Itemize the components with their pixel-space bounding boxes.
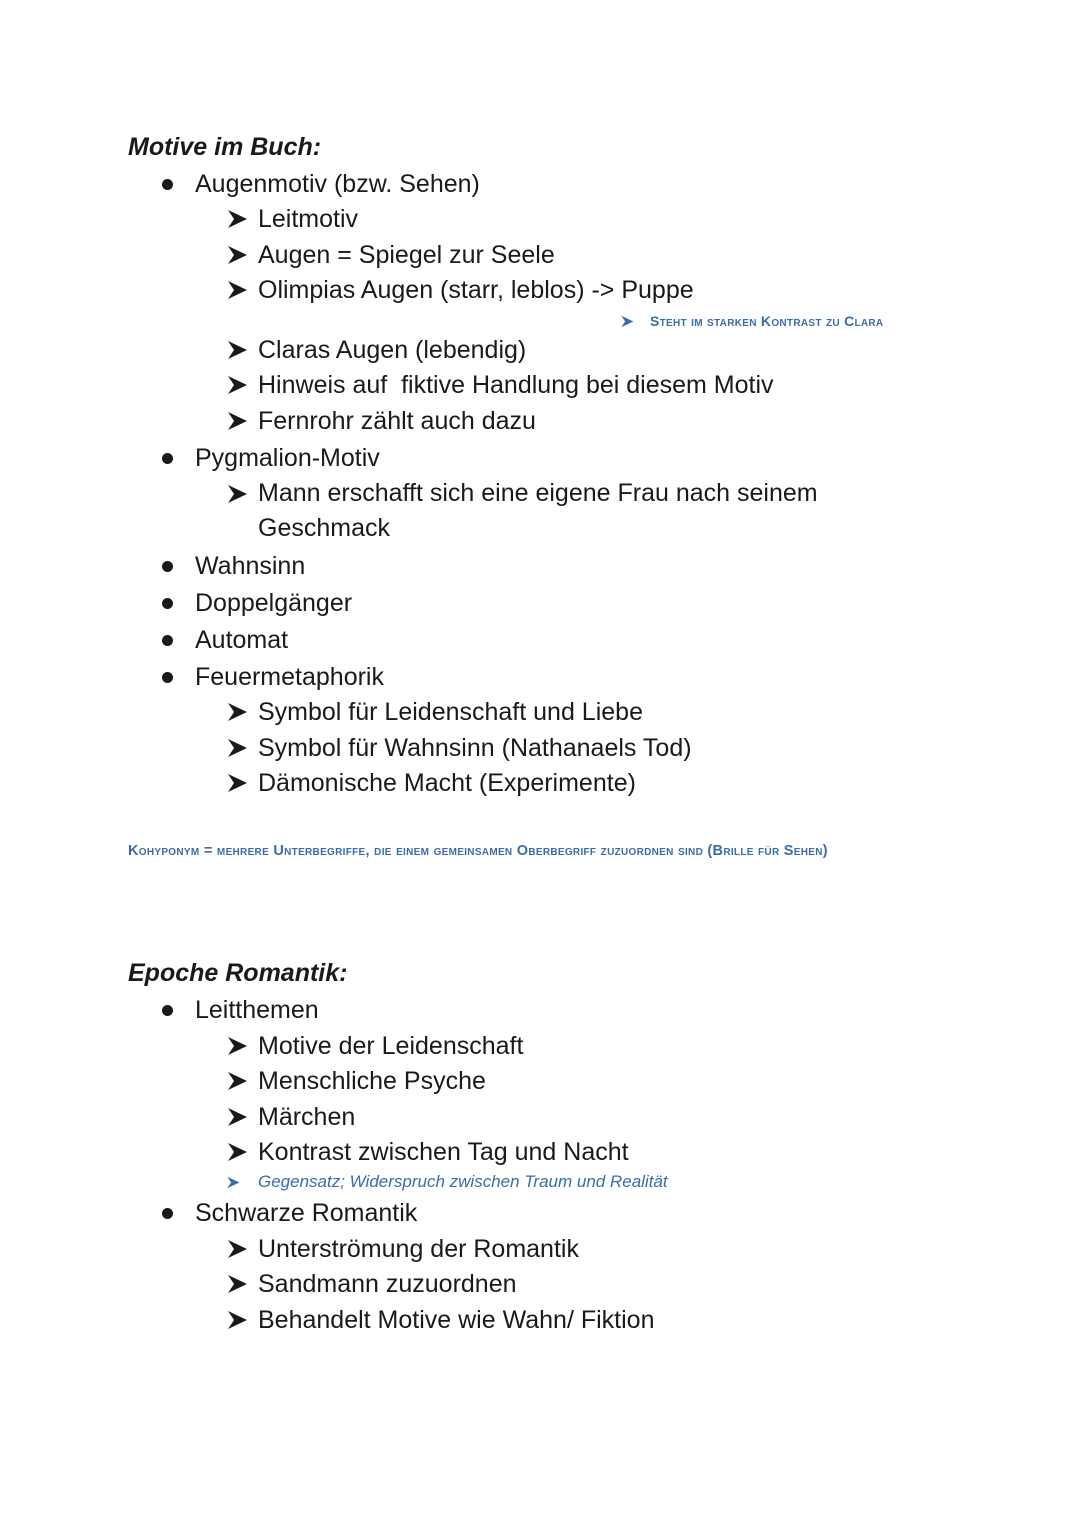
arrow-bullet-icon bbox=[226, 1066, 248, 1096]
sub-item bbox=[226, 1102, 355, 1132]
arrow-bullet-icon bbox=[226, 768, 248, 798]
note-label: Steht im starken Kontrast zu Clara bbox=[650, 313, 884, 329]
bullet-dot-icon bbox=[162, 1005, 173, 1016]
bullet-automat bbox=[160, 625, 288, 655]
sub-item bbox=[226, 370, 774, 400]
bullet-dot-icon bbox=[162, 672, 173, 683]
sub-item-label: Unterströmung der Romantik bbox=[258, 1235, 579, 1263]
arrow-bullet-icon bbox=[226, 479, 248, 509]
bullet-pygmalion bbox=[160, 443, 380, 473]
arrow-bullet-icon bbox=[226, 1031, 248, 1061]
sub-item-label: Symbol für Leidenschaft und Liebe bbox=[258, 698, 643, 726]
bullet-dot-icon bbox=[162, 635, 173, 646]
sub-item bbox=[226, 1066, 486, 1096]
bullet-label: Leitthemen bbox=[195, 996, 319, 1024]
bullet-doppelgaenger bbox=[160, 588, 352, 618]
bullet-label: Wahnsinn bbox=[195, 552, 306, 580]
sub-item-label: Leitmotiv bbox=[258, 205, 359, 233]
arrow-bullet-icon bbox=[226, 1269, 248, 1299]
arrow-bullet-icon bbox=[226, 733, 248, 763]
bullet-label: Augenmotiv (bzw. Sehen) bbox=[195, 170, 480, 198]
sub-item bbox=[226, 1137, 629, 1167]
sub-item-label: Motive der Leidenschaft bbox=[258, 1032, 524, 1060]
section-heading-motive: Motive im Buch: bbox=[128, 133, 322, 161]
sub-item bbox=[226, 275, 694, 305]
section-heading-romantik: Epoche Romantik: bbox=[128, 959, 348, 987]
sub-item-label: Hinweis auf fiktive Handlung bei diesem Motiv bbox=[258, 371, 774, 399]
kohyponym-definition: Kohyponym = mehrere Unterbegriffe, die einem gemeinsamen Oberbegriff zuzuordnen sind (Brille für Sehen) bbox=[128, 843, 828, 859]
arrow-bullet-icon bbox=[226, 370, 248, 400]
sub-item bbox=[226, 406, 536, 436]
bullet-label: Schwarze Romantik bbox=[195, 1199, 418, 1227]
sub-item-label: Mann erschafft sich eine eigene Frau nach seinem Geschmack bbox=[258, 479, 818, 542]
bullet-label: Automat bbox=[195, 626, 289, 654]
sub-item bbox=[226, 768, 636, 798]
arrow-bullet-icon bbox=[226, 697, 248, 727]
bullet-dot-icon bbox=[162, 453, 173, 464]
sub-item bbox=[226, 1269, 517, 1299]
sub-item-label: Fernrohr zählt auch dazu bbox=[258, 407, 536, 435]
sub-item-label: Sandmann zuzuordnen bbox=[258, 1270, 517, 1298]
sub-item-label: Behandelt Motive wie Wahn/ Fiktion bbox=[258, 1306, 655, 1334]
sub-item bbox=[226, 1234, 579, 1264]
arrow-bullet-icon bbox=[226, 1171, 240, 1193]
sub-item-label: Claras Augen (lebendig) bbox=[258, 336, 527, 364]
sub-item-label: Olimpias Augen (starr, leblos) -> Puppe bbox=[258, 276, 694, 304]
sub-item-label: Märchen bbox=[258, 1103, 356, 1131]
bullet-wahnsinn bbox=[160, 551, 305, 581]
arrow-bullet-icon bbox=[620, 312, 634, 330]
bullet-label: Feuermetaphorik bbox=[195, 663, 384, 691]
arrow-bullet-icon bbox=[226, 240, 248, 270]
note-label: Gegensatz; Widerspruch zwischen Traum und Realität bbox=[258, 1172, 668, 1191]
bullet-dot-icon bbox=[162, 179, 173, 190]
arrow-bullet-icon bbox=[226, 1137, 248, 1167]
sub-item-label: Dämonische Macht (Experimente) bbox=[258, 769, 636, 797]
bullet-dot-icon bbox=[162, 561, 173, 572]
arrow-bullet-icon bbox=[226, 1305, 248, 1335]
sub-item-label: Kontrast zwischen Tag und Nacht bbox=[258, 1138, 629, 1166]
sub-item bbox=[226, 479, 858, 546]
bullet-schwarze-romantik bbox=[160, 1198, 417, 1228]
arrow-bullet-icon bbox=[226, 406, 248, 436]
bullet-label: Pygmalion-Motiv bbox=[195, 444, 380, 472]
olimpia-note bbox=[620, 312, 883, 330]
sub-item bbox=[226, 240, 555, 270]
arrow-bullet-icon bbox=[226, 335, 248, 365]
sub-item bbox=[226, 204, 358, 234]
sub-item bbox=[226, 733, 692, 763]
sub-item bbox=[226, 1031, 523, 1061]
bullet-feuermetaphorik bbox=[160, 662, 384, 692]
bullet-dot-icon bbox=[162, 598, 173, 609]
sub-item-label: Menschliche Psyche bbox=[258, 1067, 486, 1095]
sub-item bbox=[226, 697, 643, 727]
sub-item bbox=[226, 1305, 654, 1335]
bullet-dot-icon bbox=[162, 1208, 173, 1219]
bullet-augenmotiv bbox=[160, 169, 480, 199]
arrow-bullet-icon bbox=[226, 204, 248, 234]
bullet-label: Doppelgänger bbox=[195, 589, 353, 617]
sub-item-label: Symbol für Wahnsinn (Nathanaels Tod) bbox=[258, 734, 692, 762]
sub-item-label: Augen = Spiegel zur Seele bbox=[258, 241, 555, 269]
arrow-bullet-icon bbox=[226, 275, 248, 305]
arrow-bullet-icon bbox=[226, 1102, 248, 1132]
arrow-bullet-icon bbox=[226, 1234, 248, 1264]
sub-item bbox=[226, 335, 526, 365]
leitthemen-note bbox=[226, 1171, 668, 1193]
bullet-leitthemen bbox=[160, 995, 319, 1025]
